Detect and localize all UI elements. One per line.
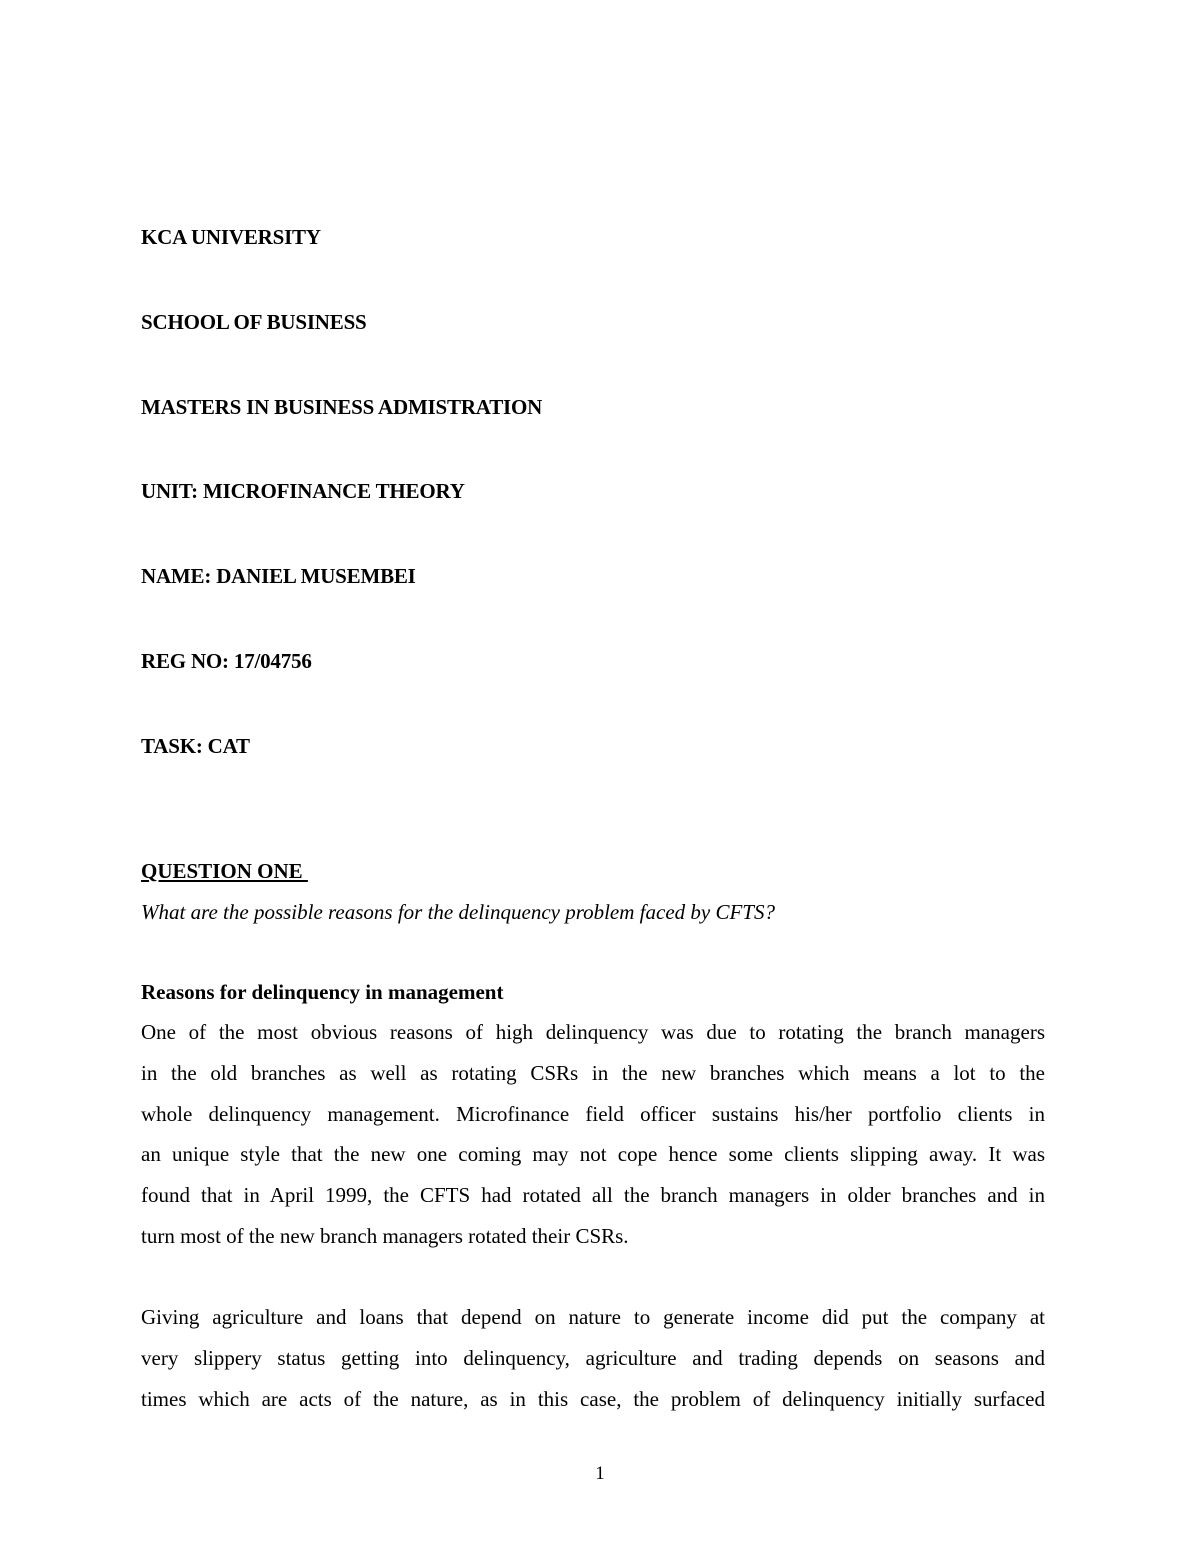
page-number: 1 <box>595 1463 605 1484</box>
program-name: MASTERS IN BUSINESS ADMISTRATION <box>141 395 543 419</box>
question-text: What are the possible reasons for the delinquency problem faced by CFTS? <box>141 900 775 924</box>
paragraph-line: Giving agriculture and loans that depend on nature to generate income did put the company at <box>141 1305 1045 1329</box>
university-name: KCA UNIVERSITY <box>141 225 321 249</box>
question-title: QUESTION ONE <box>141 859 308 883</box>
section-heading: Reasons for delinquency in management <box>141 980 504 1004</box>
paragraph-line: times which are acts of the nature, as in this case, the problem of delinquency initially surfaced <box>141 1386 1045 1411</box>
paragraph-line: turn most of the new branch managers rotated their CSRs. <box>141 1223 629 1248</box>
student-name: NAME: DANIEL MUSEMBEI <box>141 564 416 588</box>
paragraph-line: in the old branches as well as rotating CSRs in the new branches which means a lot to the <box>141 1060 1045 1085</box>
paragraph-one <box>141 1012 1045 1257</box>
paragraph-line: an unique style that the new one coming may not cope hence some clients slipping away. It was <box>141 1142 1045 1167</box>
paragraph-line: whole delinquency management. Microfinance field officer sustains his/her portfolio clients in <box>141 1101 1045 1126</box>
unit-name: UNIT: MICROFINANCE THEORY <box>141 479 465 503</box>
paragraph-line: One of the most obvious reasons of high delinquency was due to rotating the branch managers <box>141 1020 1045 1044</box>
paragraph-two <box>141 1297 1045 1419</box>
task-label: TASK: CAT <box>141 734 250 758</box>
paragraph-line: found that in April 1999, the CFTS had rotated all the branch managers in older branches and in <box>141 1183 1045 1208</box>
paragraph-line: very slippery status getting into delinquency, agriculture and trading depends on seasons and <box>141 1345 1045 1370</box>
school-name: SCHOOL OF BUSINESS <box>141 310 367 334</box>
registration-number: REG NO: 17/04756 <box>141 649 312 673</box>
